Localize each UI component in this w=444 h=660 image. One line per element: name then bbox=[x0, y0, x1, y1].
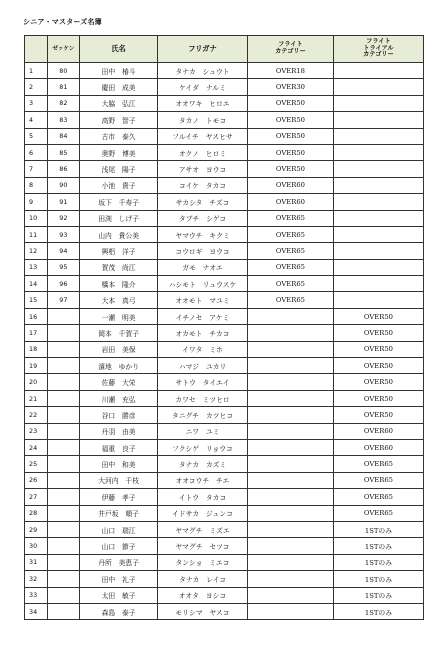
cell-trial-category bbox=[333, 161, 423, 177]
cell-name: 丹羽 由美 bbox=[80, 423, 158, 439]
cell-flight-category bbox=[248, 341, 334, 357]
cell-furigana: オオコウチ チエ bbox=[157, 472, 247, 488]
cell-zekken bbox=[47, 472, 80, 488]
cell-furigana: ハシモト リュウスケ bbox=[157, 276, 247, 292]
cell-flight-category bbox=[248, 538, 334, 554]
cell-no: 16 bbox=[25, 308, 48, 324]
table-row bbox=[25, 325, 424, 341]
cell-no: 21 bbox=[25, 390, 48, 406]
cell-zekken bbox=[47, 521, 80, 537]
cell-zekken bbox=[47, 603, 80, 619]
cell-name: 谷口 勝彦 bbox=[80, 407, 158, 423]
cell-flight-category: OVER50 bbox=[248, 128, 334, 144]
cell-name: 井戸坂 順子 bbox=[80, 505, 158, 521]
cell-name: 慶田 成美 bbox=[80, 79, 158, 95]
cell-trial-category: OVER60 bbox=[333, 423, 423, 439]
table-row bbox=[25, 407, 424, 423]
cell-trial-category: OVER65 bbox=[333, 505, 423, 521]
table-row bbox=[25, 489, 424, 505]
cell-no: 9 bbox=[25, 194, 48, 210]
table-row bbox=[25, 79, 424, 95]
cell-furigana: オクノ ヒロミ bbox=[157, 144, 247, 160]
header-flight-line-1: フライト bbox=[278, 41, 303, 49]
cell-zekken bbox=[47, 308, 80, 324]
cell-flight-category: OVER65 bbox=[248, 259, 334, 275]
cell-flight-category bbox=[248, 423, 334, 439]
cell-zekken: 80 bbox=[47, 63, 80, 79]
cell-no: 34 bbox=[25, 603, 48, 619]
cell-no: 29 bbox=[25, 521, 48, 537]
cell-furigana: タカノ トモコ bbox=[157, 112, 247, 128]
cell-zekken bbox=[47, 374, 80, 390]
cell-zekken: 92 bbox=[47, 210, 80, 226]
cell-trial-category: OVER65 bbox=[333, 472, 423, 488]
table-row bbox=[25, 456, 424, 472]
cell-no: 24 bbox=[25, 439, 48, 455]
cell-zekken bbox=[47, 341, 80, 357]
table-row bbox=[25, 112, 424, 128]
cell-furigana: イドサカ ジュンコ bbox=[157, 505, 247, 521]
table-row bbox=[25, 161, 424, 177]
cell-trial-category: 1STのみ bbox=[333, 538, 423, 554]
cell-zekken bbox=[47, 489, 80, 505]
cell-flight-category bbox=[248, 308, 334, 324]
table-body bbox=[25, 63, 424, 620]
table-row bbox=[25, 571, 424, 587]
cell-name: 一瀬 明美 bbox=[80, 308, 158, 324]
table-row bbox=[25, 521, 424, 537]
cell-furigana: ガモ ナオエ bbox=[157, 259, 247, 275]
cell-name: 山口 節子 bbox=[80, 538, 158, 554]
cell-name: 岩田 美保 bbox=[80, 341, 158, 357]
cell-zekken bbox=[47, 505, 80, 521]
cell-flight-category bbox=[248, 587, 334, 603]
cell-trial-category bbox=[333, 112, 423, 128]
cell-furigana: サトウ タイエイ bbox=[157, 374, 247, 390]
cell-no: 18 bbox=[25, 341, 48, 357]
cell-name: 大本 真弓 bbox=[80, 292, 158, 308]
cell-no: 1 bbox=[25, 63, 48, 79]
cell-name: 小池 貴子 bbox=[80, 177, 158, 193]
cell-furigana: ヤマグチ セツコ bbox=[157, 538, 247, 554]
header-zekken: ゼッケン bbox=[47, 36, 80, 63]
cell-trial-category bbox=[333, 194, 423, 210]
cell-zekken: 81 bbox=[47, 79, 80, 95]
table-row bbox=[25, 341, 424, 357]
cell-no: 10 bbox=[25, 210, 48, 226]
cell-trial-category bbox=[333, 128, 423, 144]
cell-zekken: 83 bbox=[47, 112, 80, 128]
cell-flight-category bbox=[248, 603, 334, 619]
cell-trial-category: OVER50 bbox=[333, 308, 423, 324]
cell-furigana: ニワ ユミ bbox=[157, 423, 247, 439]
cell-name: 興梠 洋子 bbox=[80, 243, 158, 259]
cell-no: 33 bbox=[25, 587, 48, 603]
cell-no: 8 bbox=[25, 177, 48, 193]
cell-name: 山内 貴公美 bbox=[80, 226, 158, 242]
cell-zekken: 97 bbox=[47, 292, 80, 308]
cell-no: 17 bbox=[25, 325, 48, 341]
table-row bbox=[25, 538, 424, 554]
cell-flight-category bbox=[248, 407, 334, 423]
cell-no: 6 bbox=[25, 144, 48, 160]
header-no bbox=[25, 36, 48, 63]
cell-flight-category bbox=[248, 571, 334, 587]
cell-flight-category bbox=[248, 390, 334, 406]
cell-zekken: 94 bbox=[47, 243, 80, 259]
cell-no: 26 bbox=[25, 472, 48, 488]
cell-trial-category: OVER65 bbox=[333, 489, 423, 505]
table-row bbox=[25, 276, 424, 292]
cell-trial-category: OVER50 bbox=[333, 325, 423, 341]
table-row bbox=[25, 603, 424, 619]
roster-table bbox=[24, 35, 424, 620]
cell-name: 森島 泰子 bbox=[80, 603, 158, 619]
cell-flight-category: OVER65 bbox=[248, 243, 334, 259]
table-row bbox=[25, 390, 424, 406]
cell-trial-category bbox=[333, 259, 423, 275]
table-row bbox=[25, 374, 424, 390]
cell-name: 賀茂 尚江 bbox=[80, 259, 158, 275]
cell-furigana: ヤマウチ キクミ bbox=[157, 226, 247, 242]
cell-zekken: 95 bbox=[47, 259, 80, 275]
cell-trial-category: OVER50 bbox=[333, 374, 423, 390]
cell-flight-category: OVER60 bbox=[248, 177, 334, 193]
header-furigana: フリガナ bbox=[157, 36, 247, 63]
cell-furigana: タナカ カズミ bbox=[157, 456, 247, 472]
cell-no: 5 bbox=[25, 128, 48, 144]
cell-no: 3 bbox=[25, 95, 48, 111]
cell-flight-category: OVER50 bbox=[248, 95, 334, 111]
cell-flight-category: OVER30 bbox=[248, 79, 334, 95]
cell-flight-category bbox=[248, 456, 334, 472]
table-row bbox=[25, 144, 424, 160]
header-trial-line-2: トライアル bbox=[363, 44, 394, 52]
header-trial-line-3: カテゴリー bbox=[363, 51, 394, 59]
cell-name: 大河内 千枝 bbox=[80, 472, 158, 488]
cell-furigana: ヤマグチ ミズエ bbox=[157, 521, 247, 537]
cell-name: 山口 瑞江 bbox=[80, 521, 158, 537]
cell-flight-category: OVER65 bbox=[248, 226, 334, 242]
cell-furigana: コウロギ ヨウコ bbox=[157, 243, 247, 259]
table-row bbox=[25, 358, 424, 374]
cell-no: 15 bbox=[25, 292, 48, 308]
cell-no: 11 bbox=[25, 226, 48, 242]
cell-no: 12 bbox=[25, 243, 48, 259]
cell-flight-category: OVER50 bbox=[248, 112, 334, 128]
cell-furigana: タンショ ミエコ bbox=[157, 554, 247, 570]
cell-trial-category bbox=[333, 79, 423, 95]
cell-trial-category: 1STのみ bbox=[333, 554, 423, 570]
cell-flight-category bbox=[248, 472, 334, 488]
header-flight-category bbox=[248, 36, 334, 63]
cell-flight-category: OVER50 bbox=[248, 144, 334, 160]
table-row bbox=[25, 95, 424, 111]
cell-furigana: オカモト チカコ bbox=[157, 325, 247, 341]
cell-zekken: 91 bbox=[47, 194, 80, 210]
cell-no: 23 bbox=[25, 423, 48, 439]
header-trial-category bbox=[333, 36, 423, 63]
table-row bbox=[25, 128, 424, 144]
cell-name: 太田 敏子 bbox=[80, 587, 158, 603]
table-header bbox=[25, 36, 424, 63]
cell-zekken: 85 bbox=[47, 144, 80, 160]
table-row bbox=[25, 259, 424, 275]
cell-no: 7 bbox=[25, 161, 48, 177]
cell-trial-category: OVER50 bbox=[333, 390, 423, 406]
cell-name: 坂下 千寿子 bbox=[80, 194, 158, 210]
cell-flight-category: OVER18 bbox=[248, 63, 334, 79]
cell-no: 22 bbox=[25, 407, 48, 423]
cell-trial-category: OVER65 bbox=[333, 456, 423, 472]
table-row bbox=[25, 226, 424, 242]
cell-no: 19 bbox=[25, 358, 48, 374]
cell-zekken bbox=[47, 571, 80, 587]
table-row bbox=[25, 308, 424, 324]
cell-flight-category bbox=[248, 358, 334, 374]
cell-furigana: フクシゲ リョウコ bbox=[157, 439, 247, 455]
cell-furigana: オオワキ ヒロエ bbox=[157, 95, 247, 111]
cell-zekken bbox=[47, 587, 80, 603]
cell-furigana: オオタ ヨシコ bbox=[157, 587, 247, 603]
cell-no: 27 bbox=[25, 489, 48, 505]
cell-name: 岡本 千賀子 bbox=[80, 325, 158, 341]
cell-name: 田中 椿斗 bbox=[80, 63, 158, 79]
cell-trial-category bbox=[333, 63, 423, 79]
cell-flight-category: OVER65 bbox=[248, 210, 334, 226]
table-row bbox=[25, 210, 424, 226]
cell-zekken bbox=[47, 456, 80, 472]
table-row bbox=[25, 177, 424, 193]
cell-trial-category: 1STのみ bbox=[333, 603, 423, 619]
cell-flight-category bbox=[248, 374, 334, 390]
cell-trial-category bbox=[333, 144, 423, 160]
table-row bbox=[25, 194, 424, 210]
cell-zekken bbox=[47, 407, 80, 423]
cell-furigana: イチノセ アケミ bbox=[157, 308, 247, 324]
cell-zekken bbox=[47, 538, 80, 554]
cell-trial-category: OVER50 bbox=[333, 358, 423, 374]
cell-zekken: 82 bbox=[47, 95, 80, 111]
cell-flight-category bbox=[248, 505, 334, 521]
cell-trial-category bbox=[333, 243, 423, 259]
cell-furigana: フルイチ ヤスヒサ bbox=[157, 128, 247, 144]
cell-furigana: サカシタ チズコ bbox=[157, 194, 247, 210]
cell-trial-category: 1STのみ bbox=[333, 521, 423, 537]
cell-zekken bbox=[47, 325, 80, 341]
cell-name: 高野 智子 bbox=[80, 112, 158, 128]
cell-zekken: 86 bbox=[47, 161, 80, 177]
cell-name: 田中 礼子 bbox=[80, 571, 158, 587]
cell-flight-category: OVER60 bbox=[248, 194, 334, 210]
cell-flight-category bbox=[248, 439, 334, 455]
cell-flight-category bbox=[248, 554, 334, 570]
cell-name: 田中 和美 bbox=[80, 456, 158, 472]
table-row bbox=[25, 423, 424, 439]
cell-no: 30 bbox=[25, 538, 48, 554]
cell-zekken bbox=[47, 390, 80, 406]
table-row bbox=[25, 292, 424, 308]
cell-name: 奥野 博美 bbox=[80, 144, 158, 160]
cell-flight-category: OVER65 bbox=[248, 276, 334, 292]
cell-furigana: ケイダ ナルミ bbox=[157, 79, 247, 95]
cell-no: 31 bbox=[25, 554, 48, 570]
cell-furigana: アサオ ヨウコ bbox=[157, 161, 247, 177]
cell-zekken: 84 bbox=[47, 128, 80, 144]
cell-furigana: オオモト マユミ bbox=[157, 292, 247, 308]
cell-trial-category bbox=[333, 226, 423, 242]
cell-furigana: コイケ タカコ bbox=[157, 177, 247, 193]
cell-furigana: タナカ シュウト bbox=[157, 63, 247, 79]
cell-name: 古市 泰久 bbox=[80, 128, 158, 144]
cell-name: 大脇 弘江 bbox=[80, 95, 158, 111]
cell-trial-category bbox=[333, 292, 423, 308]
cell-furigana: カワセ ミツヒロ bbox=[157, 390, 247, 406]
cell-furigana: タナカ レイコ bbox=[157, 571, 247, 587]
cell-trial-category: 1STのみ bbox=[333, 587, 423, 603]
cell-name: 橋本 隆介 bbox=[80, 276, 158, 292]
cell-name: 川瀬 充弘 bbox=[80, 390, 158, 406]
header-flight-line-2: カテゴリー bbox=[275, 48, 306, 55]
cell-furigana: イワタ ミホ bbox=[157, 341, 247, 357]
cell-name: 浅尾 陽子 bbox=[80, 161, 158, 177]
cell-trial-category bbox=[333, 177, 423, 193]
page-title: シニア・マスターズ名簿 bbox=[23, 18, 102, 26]
cell-no: 20 bbox=[25, 374, 48, 390]
cell-furigana: モリシマ ヤスコ bbox=[157, 603, 247, 619]
header-name: 氏名 bbox=[80, 36, 158, 63]
cell-trial-category: 1STのみ bbox=[333, 571, 423, 587]
cell-trial-category bbox=[333, 95, 423, 111]
cell-trial-category: OVER60 bbox=[333, 439, 423, 455]
cell-flight-category: OVER65 bbox=[248, 292, 334, 308]
table-row bbox=[25, 587, 424, 603]
table-row bbox=[25, 243, 424, 259]
table-row bbox=[25, 63, 424, 79]
cell-trial-category: OVER50 bbox=[333, 341, 423, 357]
cell-furigana: タブチ シゲコ bbox=[157, 210, 247, 226]
cell-name: 伊藤 孝子 bbox=[80, 489, 158, 505]
cell-name: 濱地 ゆかり bbox=[80, 358, 158, 374]
header-trial-line-1: フライト bbox=[366, 38, 391, 46]
table-row bbox=[25, 472, 424, 488]
cell-zekken: 96 bbox=[47, 276, 80, 292]
cell-zekken bbox=[47, 439, 80, 455]
cell-flight-category bbox=[248, 521, 334, 537]
cell-name: 田渕 しげ子 bbox=[80, 210, 158, 226]
cell-zekken bbox=[47, 358, 80, 374]
cell-no: 14 bbox=[25, 276, 48, 292]
cell-flight-category bbox=[248, 325, 334, 341]
cell-flight-category: OVER50 bbox=[248, 161, 334, 177]
cell-furigana: イトウ タカコ bbox=[157, 489, 247, 505]
cell-name: 丹所 美恵子 bbox=[80, 554, 158, 570]
cell-flight-category bbox=[248, 489, 334, 505]
cell-no: 2 bbox=[25, 79, 48, 95]
cell-name: 福重 良子 bbox=[80, 439, 158, 455]
table-row bbox=[25, 505, 424, 521]
cell-furigana: タニグチ カツヒコ bbox=[157, 407, 247, 423]
table-row bbox=[25, 554, 424, 570]
cell-zekken: 93 bbox=[47, 226, 80, 242]
cell-zekken: 90 bbox=[47, 177, 80, 193]
cell-name: 佐藤 大栄 bbox=[80, 374, 158, 390]
cell-no: 13 bbox=[25, 259, 48, 275]
cell-trial-category bbox=[333, 276, 423, 292]
cell-trial-category: OVER50 bbox=[333, 407, 423, 423]
table-row bbox=[25, 439, 424, 455]
cell-no: 4 bbox=[25, 112, 48, 128]
cell-zekken bbox=[47, 554, 80, 570]
cell-trial-category bbox=[333, 210, 423, 226]
cell-furigana: ハマジ ユカリ bbox=[157, 358, 247, 374]
cell-no: 32 bbox=[25, 571, 48, 587]
cell-no: 28 bbox=[25, 505, 48, 521]
cell-zekken bbox=[47, 423, 80, 439]
cell-no: 25 bbox=[25, 456, 48, 472]
